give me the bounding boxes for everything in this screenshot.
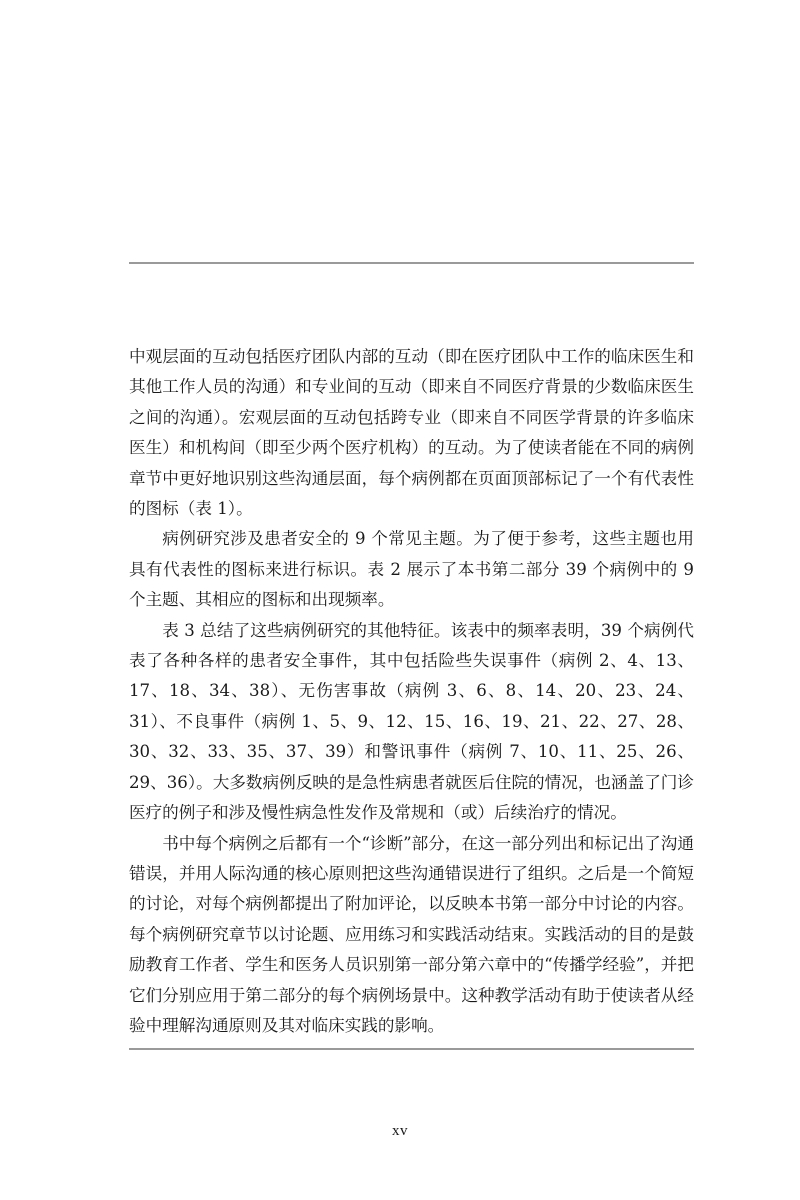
- bottom-rule: [129, 1048, 694, 1050]
- paragraph-3: 表 3 总结了这些病例研究的其他特征。该表中的频率表明，39 个病例代表了各种各样的患者安全事件，其中包括险些失误事件（病例 2、4、13、17、18、34、38）、无伤害事故（病例 3、6、8、14、20、23、24、31）、不良事件（病例 1、5、9、12、15、16、19、21、22、27、28、30、32、33、35、37、39）和警讯事件（病例 7、10、11、25、26、29、36）。大多数病例反映的是急性病患者就医后住院的情况，也涵盖了门诊医疗的例子和涉及慢性病急性发作及常规和（或）后续治疗的情况。: [129, 620, 694, 823]
- page-number: xv: [392, 1123, 408, 1139]
- top-rule: [129, 262, 694, 264]
- paragraph-2: 病例研究涉及患者安全的 9 个常见主题。为了便于参考，这些主题也用具有代表性的图标来进行标识。表 2 展示了本书第二部分 39 个病例中的 9 个主题、其相应的图标和出现频率。: [129, 529, 694, 610]
- paragraph-4: 书中每个病例之后都有一个“诊断”部分，在这一部分列出和标记出了沟通错误，并用人际沟通的核心原则把这些沟通错误进行了组织。之后是一个简短的讨论，对每个病例都提出了附加评论，以反映本书第一部分中讨论的内容。每个病例研究章节以讨论题、应用练习和实践活动结束。实践活动的目的是鼓励教育工作者、学生和医务人员识别第一部分第六章中的“传播学经验”，并把它们分别应用于第二部分的每个病例场景中。这种教学活动有助于使读者从经验中理解沟通原则及其对临床实践的影响。: [129, 833, 694, 1035]
- body-text: [129, 342, 694, 1041]
- paragraph-1: 中观层面的互动包括医疗团队内部的互动（即在医疗团队中工作的临床医生和其他工作人员的沟通）和专业间的互动（即来自不同医疗背景的少数临床医生之间的沟通）。宏观层面的互动包括跨专业（即来自不同医学背景的许多临床医生）和机构间（即至少两个医疗机构）的互动。为了使读者能在不同的病例章节中更好地识别这些沟通层面，每个病例都在页面顶部标记了一个有代表性的图标（表 1）。: [129, 347, 694, 519]
